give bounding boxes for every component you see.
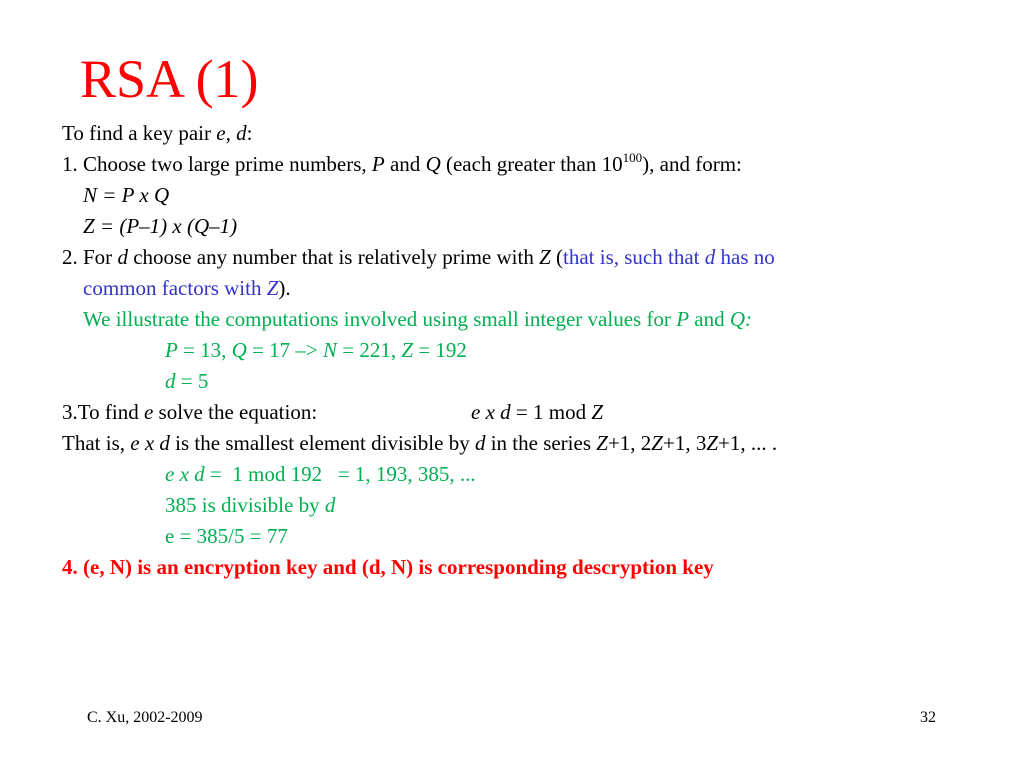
- var-p: P: [371, 152, 385, 176]
- var-p: P: [676, 307, 690, 331]
- text: solve the equation:: [153, 400, 318, 424]
- var-n: N: [323, 338, 338, 362]
- text: ,: [225, 121, 237, 145]
- var-q: Q: [231, 338, 247, 362]
- text: ).: [278, 276, 291, 300]
- text: = 13,: [177, 338, 232, 362]
- blue-text: common factors with: [83, 276, 267, 300]
- text: = 17 –>: [246, 338, 324, 362]
- var-q: Q:: [729, 307, 753, 331]
- line-that-is: [62, 428, 1002, 459]
- var-d: d: [324, 493, 336, 517]
- equation: [471, 397, 603, 428]
- var-q: Q: [425, 152, 441, 176]
- line-step-4: 4. (e, N) is an encryption key and (d, N) is corresponding descryption key: [62, 555, 714, 579]
- text: 2. For: [62, 245, 118, 269]
- line-illustrate: [62, 304, 1002, 335]
- text: choose any number that is relatively prime with: [127, 245, 540, 269]
- text: = 221,: [337, 338, 402, 362]
- text: = 5: [175, 369, 209, 393]
- text: (each greater than 10: [440, 152, 623, 176]
- text: 3.To find: [62, 400, 144, 424]
- blue-text: has no: [715, 245, 775, 269]
- text: (: [550, 245, 564, 269]
- var-d: d: [165, 369, 176, 393]
- text: 1. Choose two large prime numbers,: [62, 152, 372, 176]
- text: 385 is divisible by: [165, 493, 325, 517]
- text: is the smallest element divisible by: [169, 431, 475, 455]
- slide-body: [62, 118, 1002, 583]
- text: in the series: [485, 431, 597, 455]
- var-p: P: [165, 338, 178, 362]
- text: and: [689, 307, 730, 331]
- slide-title: RSA (1): [80, 49, 259, 109]
- expr-exd: e x d: [130, 431, 170, 455]
- text: :: [246, 121, 253, 145]
- page-number: 32: [920, 709, 936, 726]
- text: = 192: [413, 338, 467, 362]
- text: +1, 2: [607, 431, 652, 455]
- line-key-pair: [62, 118, 1002, 149]
- var-e: e: [216, 121, 226, 145]
- footer-author: C. Xu, 2002-2009: [87, 709, 203, 726]
- var-z: Z: [266, 276, 279, 300]
- formula-n: N = P x Q: [83, 183, 170, 207]
- text: = 1 mod 192 = 1, 193, 385, ...: [204, 462, 476, 486]
- exponent: 100: [622, 150, 643, 165]
- var-d: d: [236, 121, 247, 145]
- blue-text: that is, such that: [563, 245, 705, 269]
- var-d: d: [704, 245, 716, 269]
- text: +1, ... .: [718, 431, 778, 455]
- var-z: Z: [401, 338, 414, 362]
- line-step-2-cont: [62, 273, 1002, 304]
- example-mod: [62, 459, 1002, 490]
- text: +1, 3: [662, 431, 707, 455]
- formula-z: Z = (P–1) x (Q–1): [83, 214, 238, 238]
- text: and: [384, 152, 426, 176]
- line-step-3: [62, 397, 1002, 428]
- expr-exd: e x d: [165, 462, 205, 486]
- text: That is,: [62, 431, 131, 455]
- line-step-2: [62, 242, 1002, 273]
- example-e: e = 385/5 = 77: [165, 524, 288, 548]
- var-z: Z: [539, 245, 551, 269]
- var-z: Z: [651, 431, 663, 455]
- var-z: Z: [706, 431, 719, 455]
- example-values: [62, 335, 1002, 366]
- example-divisible: [62, 490, 1002, 521]
- var-e: e: [143, 400, 154, 424]
- var-d: d: [474, 431, 486, 455]
- expr-exd: e x d: [471, 400, 511, 424]
- text: ), and form:: [642, 152, 742, 176]
- var-z: Z: [591, 400, 604, 424]
- text: = 1 mod: [510, 400, 592, 424]
- line-step-1: [62, 149, 1002, 180]
- var-z: Z: [596, 431, 608, 455]
- text: We illustrate the computations involved using small integer values for: [83, 307, 677, 331]
- example-d: [62, 366, 1002, 397]
- var-d: d: [117, 245, 128, 269]
- text: To find a key pair: [62, 121, 217, 145]
